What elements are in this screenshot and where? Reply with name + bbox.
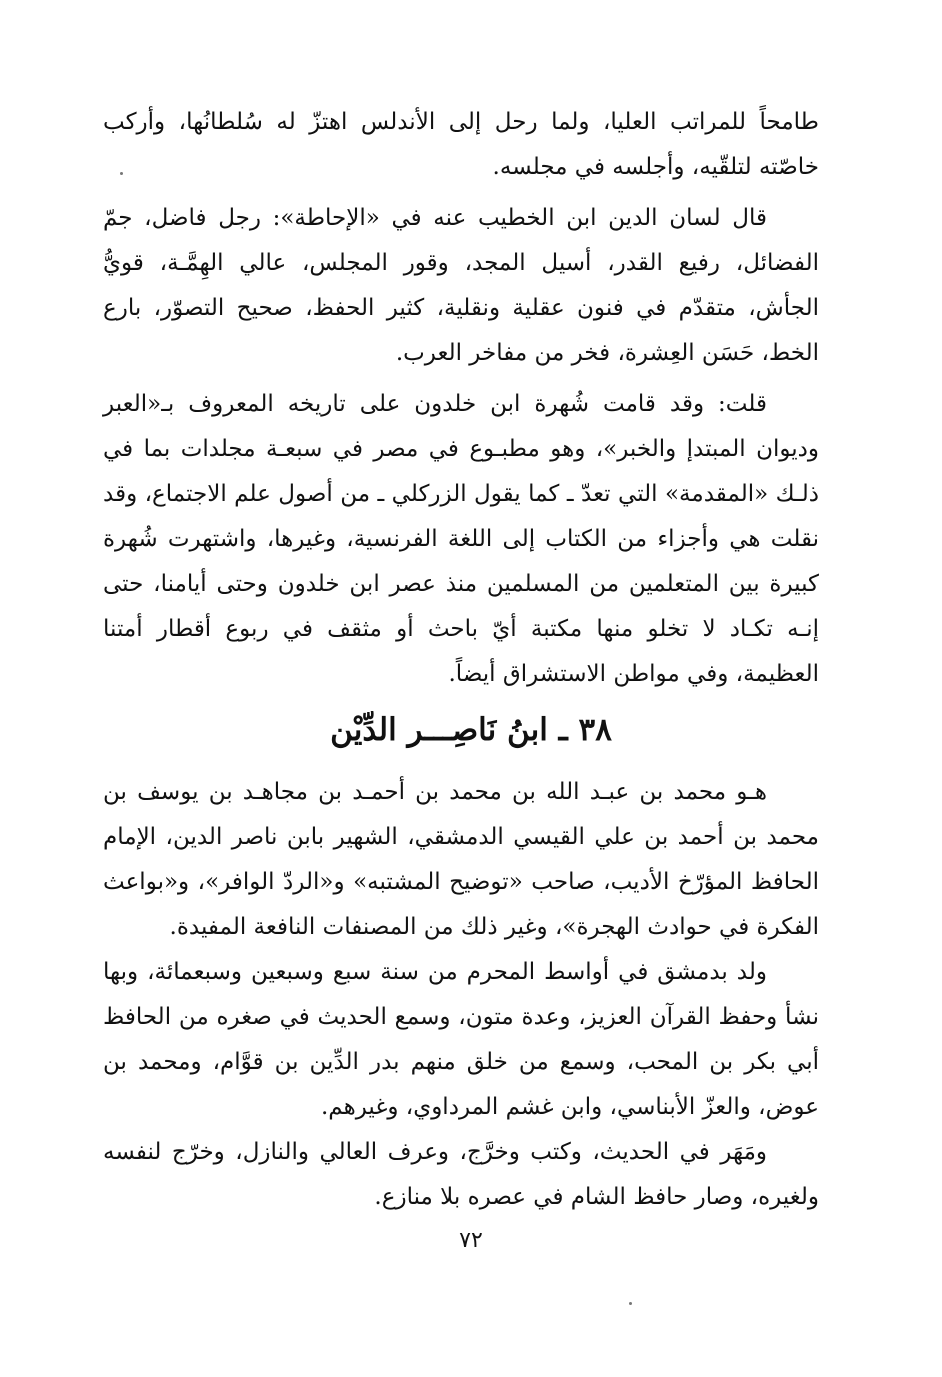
paragraph-author-note — [103, 382, 819, 697]
paragraph-2-text: قال لسان الدين ابن الخطيب عنه في «الإحاطة»: رجل فاضل، جمّ الفضائل، رفيع القدر، أسيل المجد، وقور المجلس، عالي الهِمَّـة، قويُّ الجأش، متقدّم في فنون عقلية ونقلية، كثير الحفظ، صحيح التصوّر، بارع الخط، حَسَن العِشرة، فخر من مفاخر العرب. — [103, 205, 819, 366]
paragraph-5-text: ولد بدمشق في أواسط المحرم من سنة سبع وسبعين وسبعمائة، وبها نشأ وحفظ القرآن العزيز، وعدة متون، وسمع الحديث في صغره من الحافظ أبي بكر بن المحب، وسمع من خلق منهم بدر الدِّين بن قوَّام، ومحمد بن عوض، والعزّ الأبناسي، وابن غشم المرداوي، وغيرهم. — [103, 959, 819, 1120]
scan-speck — [629, 1302, 632, 1305]
paragraph-6-text: ومَهَر في الحديث، وكتب وخرَّج، وعرف العالي والنازل، وخرّج لنفسه ولغيره، وصار حافظ الشام في عصره بلا منازع. — [103, 1139, 819, 1210]
section-heading: ٣٨ ـ ابنُ نَاصِـــر الدِّيْن — [330, 712, 612, 748]
paragraph-mastery — [103, 1130, 819, 1220]
paragraph-4-text: هـو محمد بن عبـد الله بن محمد بن أحمـد بن مجاهـد بن يوسف بن محمد بن أحمد بن علي القيسي الدمشقي، الشهير بابن ناصر الدين، الإمام الحافظ المؤرّخ الأديب، صاحب «توضيح المشتبه» و«الردّ الوافر»، و«بواعث الفكرة في حوادث الهجرة»، وغير ذلك من المصنفات النافعة المفيدة. — [103, 779, 819, 940]
paragraph-ibn-al-khatib-quote — [103, 196, 819, 376]
scan-speck — [120, 172, 123, 175]
paragraph-birth-and-study — [103, 950, 819, 1130]
paragraph-biography-name — [103, 770, 819, 950]
page-number: ٧٢ — [459, 1228, 483, 1253]
paragraph-3-text: قلت: وقد قامت شُهرة ابن خلدون على تاريخه المعروف بـ«العبر وديوان المبتدإ والخبر»، وهو مطبـوع في مصر في سبعـة مجلدات بما في ذلـك «المقدمة» التي تعدّ ـ كما يقول الزركلي ـ من أصول علم الاجتماع، وقد نقلت هي وأجزاء من الكتاب إلى اللغة الفرنسية، وغيرها، واشتهرت شُهرة كبيرة بين المتعلمين من المسلمين منذ عصر ابن خلدون وحتى أيامنا، حتى إنـه تكـاد لا تخلو منها مكتبة أيّ باحث أو مثقف في ربوع أقطار أمتنا العظيمة، وفي مواطن الاستشراق أيضاً. — [103, 391, 819, 687]
paragraph-1-text: طامحاً للمراتب العليا، ولما رحل إلى الأندلس اهتزّ له سُلطانُها، وأركب خاصّته لتلقّيه، وأجلسه في مجلسه. — [103, 109, 819, 180]
paragraph-continuation — [103, 100, 819, 190]
